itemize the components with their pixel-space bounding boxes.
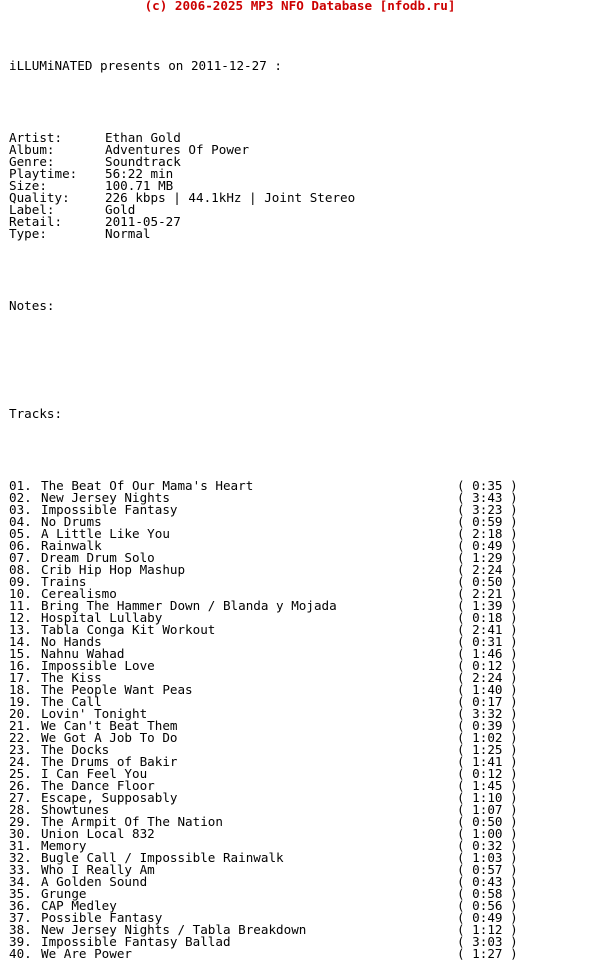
info-value: 56:22 min [105, 166, 174, 181]
track-number: 30. [9, 826, 32, 841]
track-title: Possible Fantasy [41, 910, 163, 925]
track-duration: ( 2:21 ) [457, 586, 518, 601]
track-title: The Call [41, 694, 102, 709]
track-title: The Dance Floor [41, 778, 155, 793]
info-row [9, 156, 518, 168]
track-title: The Beat Of Our Mama's Heart [41, 478, 254, 493]
track-row [9, 912, 518, 924]
info-value: 226 kbps | 44.1kHz | Joint Stereo [105, 190, 356, 205]
track-number: 21. [9, 718, 32, 733]
track-row [9, 816, 518, 828]
track-number: 10. [9, 586, 32, 601]
track-title: Impossible Love [41, 658, 155, 673]
track-duration: ( 0:12 ) [457, 766, 518, 781]
track-row [9, 864, 518, 876]
track-title: We Are Power [41, 946, 132, 961]
info-label: Size: [9, 178, 47, 193]
track-number: 02. [9, 490, 32, 505]
track-duration: ( 1:07 ) [457, 802, 518, 817]
track-duration: ( 1:45 ) [457, 778, 518, 793]
track-title: Bring The Hammer Down / Blanda y Mojada [41, 598, 337, 613]
info-row [9, 144, 518, 156]
track-title: Trains [41, 574, 87, 589]
info-label: Type: [9, 226, 47, 241]
info-label: Genre: [9, 154, 55, 169]
track-title: Escape, Supposably [41, 790, 178, 805]
tracks-label: Tracks: [9, 406, 63, 421]
track-title: Impossible Fantasy Ballad [41, 934, 231, 949]
track-duration: ( 1:10 ) [457, 790, 518, 805]
track-number: 18. [9, 682, 32, 697]
track-duration: ( 0:49 ) [457, 910, 518, 925]
track-duration: ( 0:32 ) [457, 838, 518, 853]
track-title: Impossible Fantasy [41, 502, 178, 517]
track-duration: ( 1:00 ) [457, 826, 518, 841]
track-number: 36. [9, 898, 32, 913]
track-number: 27. [9, 790, 32, 805]
track-number: 07. [9, 550, 32, 565]
track-title: Hospital Lullaby [41, 610, 163, 625]
info-label: Quality: [9, 190, 70, 205]
track-duration: ( 0:50 ) [457, 574, 518, 589]
spacer [9, 336, 518, 348]
track-row [9, 804, 518, 816]
info-row [9, 228, 518, 240]
info-label: Retail: [9, 214, 63, 229]
track-title: Union Local 832 [41, 826, 155, 841]
track-title: We Got A Job To Do [41, 730, 178, 745]
info-row [9, 132, 518, 144]
track-number: 14. [9, 634, 32, 649]
track-title: No Drums [41, 514, 102, 529]
track-title: Nahnu Wahad [41, 646, 125, 661]
track-duration: ( 1:02 ) [457, 730, 518, 745]
track-title: The Kiss [41, 670, 102, 685]
track-row [9, 780, 518, 792]
track-number: 25. [9, 766, 32, 781]
track-number: 23. [9, 742, 32, 757]
track-title: Lovin' Tonight [41, 706, 148, 721]
track-duration: ( 1:12 ) [457, 922, 518, 937]
track-duration: ( 0:39 ) [457, 718, 518, 733]
track-row [9, 840, 518, 852]
track-number: 03. [9, 502, 32, 517]
track-number: 17. [9, 670, 32, 685]
track-title: The People Want Peas [41, 682, 193, 697]
track-duration: ( 0:57 ) [457, 862, 518, 877]
info-row [9, 216, 518, 228]
info-row [9, 192, 518, 204]
info-label: Playtime: [9, 166, 78, 181]
track-title: The Docks [41, 742, 110, 757]
track-duration: ( 0:18 ) [457, 610, 518, 625]
track-number: 05. [9, 526, 32, 541]
info-label: Artist: [9, 130, 63, 145]
track-title: I Can Feel You [41, 766, 148, 781]
track-duration: ( 0:12 ) [457, 658, 518, 673]
copyright-banner: (c) 2006-2025 MP3 NFO Database [nfodb.ru] [144, 0, 456, 13]
track-number: 40. [9, 946, 32, 961]
track-duration: ( 0:50 ) [457, 814, 518, 829]
release-header: iLLUMiNATED presents on 2011-12-27 : [9, 58, 282, 73]
track-number: 20. [9, 706, 32, 721]
track-number: 08. [9, 562, 32, 577]
track-duration: ( 0:17 ) [457, 694, 518, 709]
info-row [9, 168, 518, 180]
track-title: Bugle Call / Impossible Rainwalk [41, 850, 284, 865]
track-row [9, 900, 518, 912]
track-list [9, 480, 518, 960]
track-title: New Jersey Nights / Tabla Breakdown [41, 922, 307, 937]
release-info [9, 132, 518, 240]
track-duration: ( 2:24 ) [457, 670, 518, 685]
track-number: 11. [9, 598, 32, 613]
track-title: Crib Hip Hop Mashup [41, 562, 186, 577]
track-title: The Armpit Of The Nation [41, 814, 223, 829]
info-value: 100.71 MB [105, 178, 174, 193]
spacer [9, 444, 518, 456]
track-duration: ( 1:03 ) [457, 850, 518, 865]
track-number: 09. [9, 574, 32, 589]
track-duration: ( 3:32 ) [457, 706, 518, 721]
track-duration: ( 3:03 ) [457, 934, 518, 949]
track-duration: ( 0:58 ) [457, 886, 518, 901]
spacer [9, 96, 518, 108]
track-duration: ( 1:41 ) [457, 754, 518, 769]
track-duration: ( 0:35 ) [457, 478, 518, 493]
track-row [9, 888, 518, 900]
info-row [9, 204, 518, 216]
track-duration: ( 3:43 ) [457, 490, 518, 505]
track-number: 35. [9, 886, 32, 901]
track-number: 34. [9, 874, 32, 889]
nfo-document [9, 0, 518, 972]
notes-label: Notes: [9, 298, 55, 313]
track-duration: ( 0:31 ) [457, 634, 518, 649]
track-title: We Can't Beat Them [41, 718, 178, 733]
track-number: 06. [9, 538, 32, 553]
spacer [9, 24, 518, 36]
track-number: 26. [9, 778, 32, 793]
track-title: Memory [41, 838, 87, 853]
track-title: Cerealismo [41, 586, 117, 601]
track-title: Tabla Conga Kit Workout [41, 622, 216, 637]
track-duration: ( 0:43 ) [457, 874, 518, 889]
track-number: 31. [9, 838, 32, 853]
spacer [9, 372, 518, 384]
track-number: 15. [9, 646, 32, 661]
track-number: 04. [9, 514, 32, 529]
track-number: 24. [9, 754, 32, 769]
track-row [9, 792, 518, 804]
track-row [9, 852, 518, 864]
track-title: Rainwalk [41, 538, 102, 553]
track-duration: ( 1:46 ) [457, 646, 518, 661]
track-title: Grunge [41, 886, 87, 901]
spacer [9, 264, 518, 276]
track-duration: ( 1:29 ) [457, 550, 518, 565]
info-label: Label: [9, 202, 55, 217]
track-title: No Hands [41, 634, 102, 649]
info-value: Ethan Gold [105, 130, 181, 145]
track-number: 38. [9, 922, 32, 937]
track-title: Dream Drum Solo [41, 550, 155, 565]
track-number: 28. [9, 802, 32, 817]
info-value: Adventures Of Power [105, 142, 250, 157]
track-number: 16. [9, 658, 32, 673]
track-duration: ( 0:59 ) [457, 514, 518, 529]
track-row [9, 876, 518, 888]
track-number: 39. [9, 934, 32, 949]
track-duration: ( 2:24 ) [457, 562, 518, 577]
track-row [9, 936, 518, 948]
track-title: New Jersey Nights [41, 490, 170, 505]
track-number: 37. [9, 910, 32, 925]
track-number: 12. [9, 610, 32, 625]
info-value: Normal [105, 226, 151, 241]
track-title: CAP Medley [41, 898, 117, 913]
info-value: Soundtrack [105, 154, 181, 169]
track-duration: ( 1:40 ) [457, 682, 518, 697]
track-duration: ( 1:27 ) [457, 946, 518, 961]
track-number: 29. [9, 814, 32, 829]
track-duration: ( 1:25 ) [457, 742, 518, 757]
track-row [9, 828, 518, 840]
track-row [9, 924, 518, 936]
track-duration: ( 3:23 ) [457, 502, 518, 517]
track-number: 01. [9, 478, 32, 493]
track-title: A Golden Sound [41, 874, 148, 889]
track-number: 13. [9, 622, 32, 637]
track-number: 19. [9, 694, 32, 709]
track-duration: ( 2:18 ) [457, 526, 518, 541]
track-number: 33. [9, 862, 32, 877]
track-duration: ( 2:41 ) [457, 622, 518, 637]
track-number: 22. [9, 730, 32, 745]
track-row [9, 948, 518, 960]
info-value: 2011-05-27 [105, 214, 181, 229]
info-value: Gold [105, 202, 136, 217]
track-title: The Drums of Bakir [41, 754, 178, 769]
track-duration: ( 0:49 ) [457, 538, 518, 553]
info-label: Album: [9, 142, 55, 157]
track-title: Who I Really Am [41, 862, 155, 877]
track-title: A Little Like You [41, 526, 170, 541]
track-number: 32. [9, 850, 32, 865]
track-duration: ( 1:39 ) [457, 598, 518, 613]
track-title: Showtunes [41, 802, 110, 817]
track-duration: ( 0:56 ) [457, 898, 518, 913]
